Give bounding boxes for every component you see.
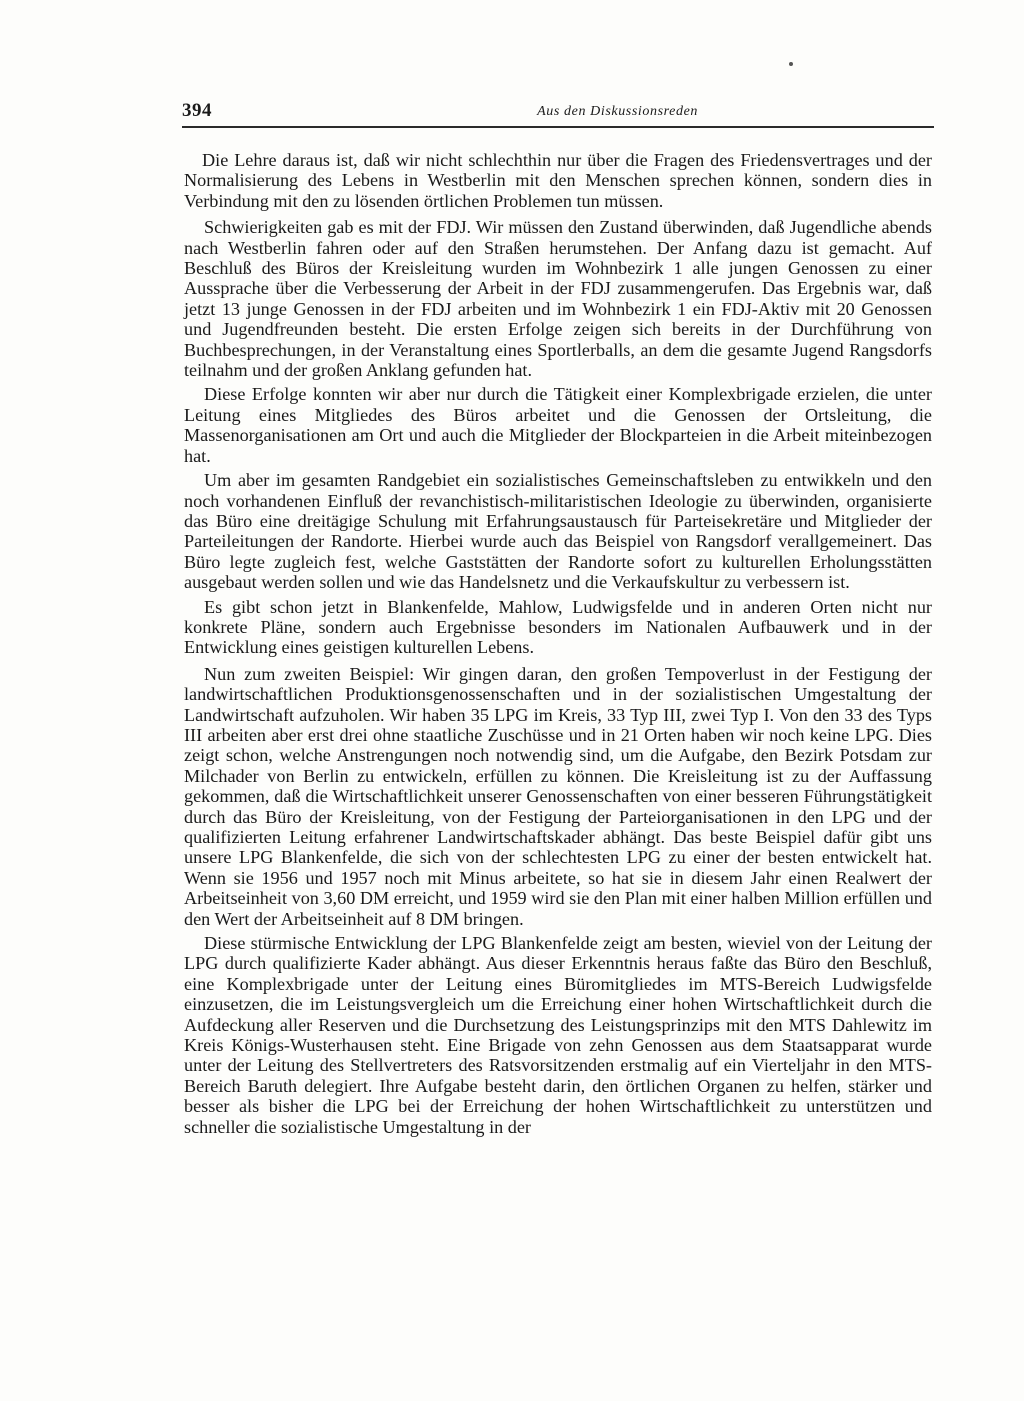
body-text <box>184 150 932 1141</box>
paragraph: Schwierigkeiten gab es mit der FDJ. Wir müssen den Zustand überwinden, daß Jugendliche abends nach Westberlin fahren oder auf den Straßen herumstehen. Der Anfang dazu ist gemacht. Auf Beschluß des Büros der Kreisleitung wurden im Wohnbezirk 1 alle jungen Genossen zu einer Aussprache über die Verbesserung der Arbeit in der FDJ zusammengerufen. Das Ergebnis war, daß jetzt 13 junge Genossen in der FDJ arbeiten und im Wohnbezirk 1 ein FDJ-Aktiv mit 20 Genossen und Jugendfreunden besteht. Die ersten Erfolge zeigen sich bereits in der Durchführung von Buchbesprechungen, in der Veranstaltung eines Sportlerballs, an dem die gesamte Jugend Rangsdorfs teilnahm und der großen Anklang gefunden hat. <box>184 217 932 381</box>
page-header <box>182 96 934 128</box>
paragraph: Es gibt schon jetzt in Blankenfelde, Mahlow, Ludwigsfelde und in anderen Orten nicht nur konkrete Pläne, sondern auch Ergebnisse besonders im Nationalen Aufbauwerk und in der Entwicklung eines geistigen kulturellen Lebens. <box>184 596 932 658</box>
print-speck <box>789 62 793 66</box>
paragraph: Um aber im gesamten Randgebiet ein sozialistisches Gemeinschaftsleben zu entwikkeln und den noch vorhandenen Einfluß der revanchistisch-militaristischen Ideologie zu überwinden, organisierte das Büro eine dreitägige Schulung mit Erfahrungsaustausch für Parteisekretäre und Mitglieder der Parteileitungen der Randorte. Hierbei wurde auch das Beispiel von Rangsdorf verallgemeinert. Das Büro legte zugleich fest, welche Gaststätten der Randorte sofort zu kulturellen Erholungsstätten ausgebaut werden sollen und wie das Handelsnetz und die Verkaufskultur zu verbessern ist. <box>184 470 932 593</box>
paragraph: Die Lehre daraus ist, daß wir nicht schlechthin nur über die Fragen des Friedensvertrages und der Normalisierung des Lebens in Westberlin mit den Menschen sprechen können, sondern dies in Verbindung mit den zu lösenden örtlichen Problemen tun müssen. <box>184 150 932 211</box>
paragraph: Diese stürmische Entwicklung der LPG Blankenfelde zeigt am besten, wieviel von der Leitung der LPG durch qualifizierte Kader abhängt. Aus dieser Erkenntnis heraus faßte das Büro den Beschluß, eine Komplexbrigade unter der Leitung eines Büromitgliedes im MTS-Bereich Ludwigsfelde einzusetzen, die im Leistungsvergleich um die Erreichung einer hohen Wirtschaftlichkeit durch die Aufdeckung aller Reserven und die Durchsetzung des Leistungsprinzips mit den MTS Dahlewitz im Kreis Königs-Wusterhausen steht. Eine Brigade von zehn Genossen aus dem Staatsapparat wurde unter der Leitung des Stellvertreters des Ratsvorsitzenden erstmalig auf ein Vierteljahr in den MTS-Bereich Baruth delegiert. Ihre Aufgabe besteht darin, den örtlichen Organen zu helfen, stärker und besser als bisher die LPG bei der Erreichung der hohen Wirtschaftlichkeit zu unterstützen und schneller die sozialistische Umgestaltung in der <box>184 933 932 1137</box>
paragraph: Nun zum zweiten Beispiel: Wir gingen daran, den großen Tempoverlust in der Festigung der landwirtschaftlichen Produktionsgenossenschaften und in der sozialistischen Umgestaltung der Landwirtschaft aufzuholen. Wir haben 35 LPG im Kreis, 33 Typ III, zwei Typ I. Von den 33 des Typs III arbeiten aber erst drei ohne staatliche Zuschüsse und in 21 Orten haben wir noch keine LPG. Dies zeigt schon, welche Anstrengungen noch notwendig sind, um die Aufgabe, den Bezirk Potsdam zur Milchader von Berlin zu entwickeln, erfüllen zu können. Die Kreisleitung ist zu der Auffassung gekommen, daß die Wirtschaftlichkeit unserer Genossenschaften von einer besseren Führungstätigkeit durch das Büro der Kreisleitung, von der Festigung der Parteiorganisationen in den LPG und der qualifizierten Leitung erfahrener Landwirtschaftskader abhängt. Das beste Beispiel dafür gibt uns unsere LPG Blankenfelde, die sich von der schlechtesten LPG zu einer der besten entwickelt hat. Wenn sie 1956 und 1957 noch mit Minus arbeitete, so hat sie in diesem Jahr einen Realwert der Arbeitseinheit von 3,60 DM erreicht, und 1959 wird sie den Plan mit einer halben Million erfüllen und den Wert der Arbeitseinheit auf 8 DM bringen. <box>184 663 932 929</box>
running-head: Aus den Diskussionsreden <box>537 104 698 119</box>
page-number: 394 <box>182 100 212 121</box>
paragraph: Diese Erfolge konnten wir aber nur durch die Tätigkeit einer Komplexbrigade erzielen, die unter Leitung eines Mitgliedes des Büros arbeitet und die Genossen der Ortsleitung, die Massenorganisationen am Ort und auch die Mitglieder der Blockparteien in die Arbeit miteinbezogen hat. <box>184 384 932 466</box>
